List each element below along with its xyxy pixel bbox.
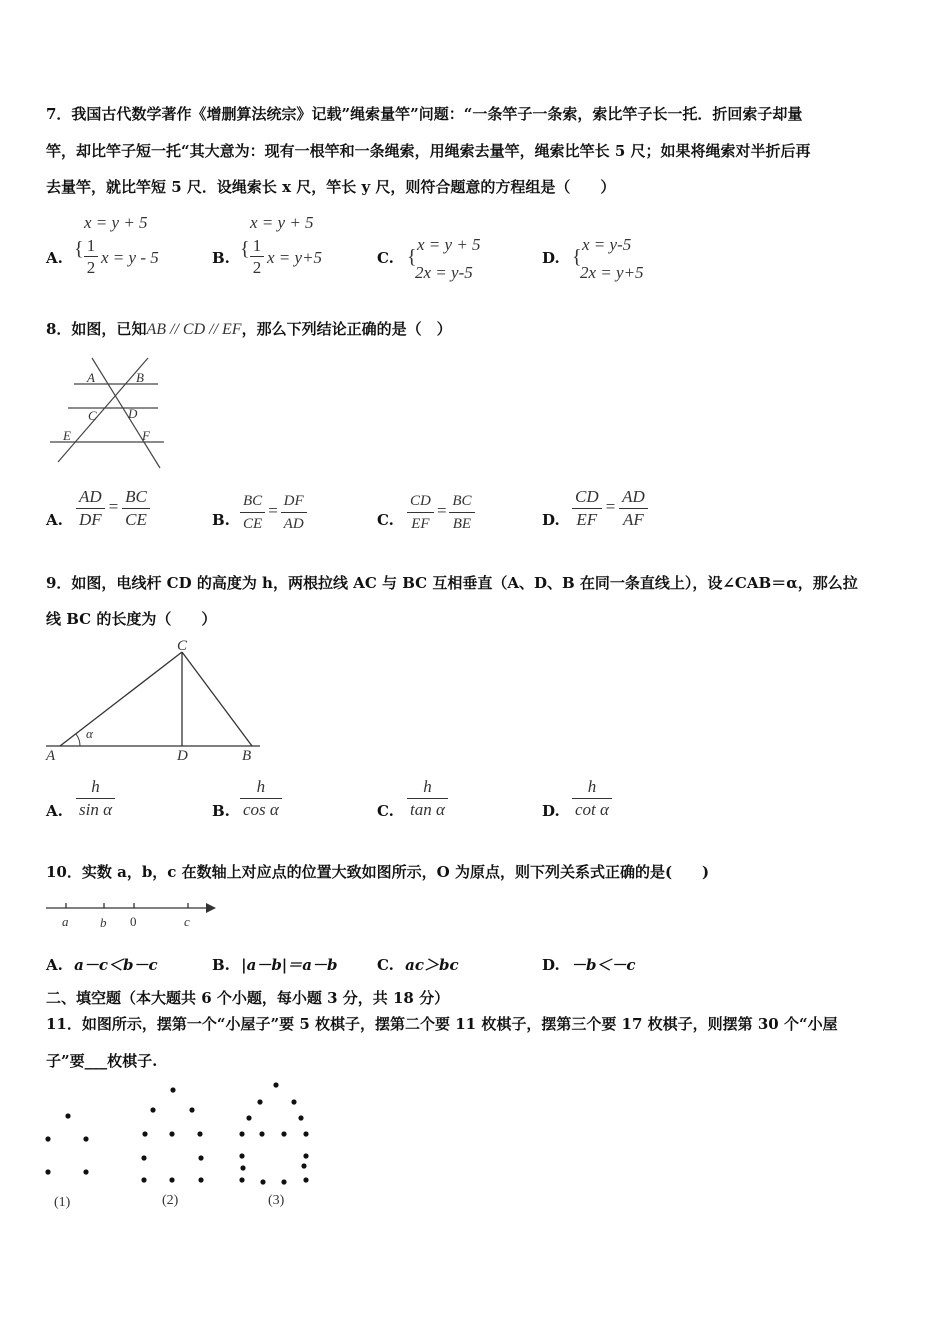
q10-option-c[interactable]	[377, 955, 459, 975]
q9-option-b[interactable]	[212, 776, 362, 826]
option-label: B.	[212, 249, 230, 267]
option-label: A.	[46, 511, 63, 529]
wire-bc	[182, 652, 252, 746]
q10-option-b[interactable]	[212, 955, 337, 975]
option-label: D.	[542, 802, 560, 820]
numerator-2: DF	[281, 490, 307, 513]
fraction-numerator: 1	[250, 236, 264, 257]
equation-2: x = y - 5	[101, 248, 159, 267]
wire-ac	[60, 652, 182, 746]
denominator-2: AD	[283, 516, 304, 532]
equation-1: x = y + 5	[417, 235, 481, 254]
label-a: a	[62, 914, 69, 929]
label-f: F	[142, 428, 150, 443]
option-label: D.	[542, 511, 560, 529]
q8-option-a[interactable]	[46, 486, 196, 536]
figure-label-1: (1)	[54, 1195, 71, 1210]
option-text: a－c＜b－c	[74, 956, 158, 974]
denominator-2: BE	[452, 516, 472, 532]
system-brace: {	[74, 238, 84, 260]
numerator-1: CD	[407, 490, 434, 513]
q8-option-c[interactable]	[377, 490, 527, 540]
numerator-1: AD	[76, 486, 105, 509]
denominator-1: EF	[411, 516, 430, 532]
option-label: C.	[377, 511, 394, 529]
axis-arrow-icon	[206, 903, 216, 913]
equation-2: x = y+5	[267, 248, 323, 267]
denominator-1: EF	[576, 510, 598, 529]
denominator-1: DF	[79, 510, 102, 529]
angle-arc	[76, 734, 80, 746]
q9-option-c[interactable]	[377, 776, 527, 826]
label-d: D	[177, 748, 188, 764]
equation-1: x = y + 5	[84, 213, 148, 232]
option-label: A.	[46, 956, 63, 974]
label-b: b	[100, 915, 107, 930]
q11-line-2: 子”要___枚棋子.	[46, 1052, 158, 1070]
option-label: C.	[377, 249, 394, 267]
denominator: sin α	[79, 800, 113, 819]
label-a: A	[46, 748, 56, 764]
equals-sign: =	[107, 497, 120, 517]
q7-option-b[interactable]	[212, 212, 362, 292]
equals-sign: =	[604, 497, 617, 517]
denominator: cos α	[243, 800, 279, 819]
q7-option-d[interactable]	[542, 232, 692, 292]
q9-pole-figure	[44, 636, 264, 768]
q8-parallel-expression: AB // CD // EF	[146, 321, 242, 338]
figure-label-2: (2)	[162, 1193, 179, 1208]
house-3	[239, 1082, 308, 1184]
denominator-2: AF	[623, 510, 644, 529]
q9-line-1: 9．如图，电线杆 CD 的高度为 h，两根拉线 AC 与 BC 互相垂直（A、D、B 在同一条直线上），设∠CAB＝α，那么拉	[46, 574, 858, 592]
equation-1: x = y + 5	[250, 213, 314, 232]
equation-2: 2x = y+5	[580, 263, 644, 282]
option-label: D.	[542, 249, 560, 267]
q11-chess-houses-figure	[40, 1078, 330, 1214]
label-e: E	[63, 428, 71, 443]
q10-number-line	[44, 896, 220, 934]
q8-option-b[interactable]	[212, 490, 362, 540]
q8-text-before: 8．如图，已知	[46, 320, 147, 338]
numerator: h	[407, 776, 448, 799]
denominator: cot α	[575, 800, 609, 819]
q9-line-2: 线 BC 的长度为（ ）	[46, 610, 217, 628]
system-brace: {	[240, 238, 250, 260]
q9-option-d[interactable]	[542, 776, 692, 826]
numerator-1: CD	[572, 486, 602, 509]
section-title: 二、填空题（本大题共 6 个小题，每小题 3 分，共 18 分）	[46, 989, 450, 1007]
label-c: c	[184, 914, 190, 929]
q10-option-d[interactable]	[542, 955, 636, 975]
label-c: C	[88, 408, 97, 423]
house-1	[45, 1113, 88, 1174]
q8-stem	[46, 319, 452, 340]
equals-sign: =	[267, 500, 279, 520]
q8-option-d[interactable]	[542, 486, 692, 536]
fraction-denominator: 2	[252, 258, 262, 277]
label-zero: 0	[130, 914, 137, 929]
equation-1: x = y-5	[582, 235, 632, 254]
label-c: C	[177, 638, 188, 654]
label-b: B	[242, 748, 252, 764]
numerator-2: AD	[619, 486, 648, 509]
option-label: B.	[212, 802, 230, 820]
q7-line-2: 竿，却比竿子短一托“其大意为：现有一根竿和一条绳索，用绳索去量竿，绳索比竿长 5 尺；如果将绳索对半折后再	[46, 142, 811, 160]
option-label: D.	[542, 956, 560, 974]
denominator-2: CE	[125, 510, 147, 529]
fraction-denominator: 2	[86, 258, 96, 277]
option-label: A.	[46, 802, 63, 820]
label-b: B	[136, 370, 144, 385]
denominator: tan α	[410, 800, 445, 819]
numerator: h	[240, 776, 282, 799]
label-d: D	[128, 406, 138, 421]
label-a: A	[87, 370, 95, 385]
q10-stem: 10．实数 a，b，c 在数轴上对应点的位置大致如图所示，O 为原点，则下列关系式正确的是( )	[46, 863, 710, 881]
label-alpha: α	[86, 726, 93, 741]
option-text: |a－b|＝a－b	[241, 956, 338, 974]
numerator-2: BC	[122, 486, 150, 509]
system-brace: {	[572, 246, 582, 268]
numerator: h	[572, 776, 612, 799]
q10-option-a[interactable]	[46, 955, 158, 975]
numerator-2: BC	[449, 490, 474, 513]
denominator-1: CE	[243, 516, 263, 532]
option-text: ac＞bc	[405, 956, 459, 974]
q11-line-1: 11．如图所示，摆第一个“小屋子”要 5 枚棋子，摆第二个要 11 枚棋子，摆第三个要 17 枚棋子，则摆第 30 个“小屋	[46, 1015, 838, 1033]
q8-text-after: ，那么下列结论正确的是（ ）	[241, 320, 452, 338]
numerator-1: BC	[240, 490, 265, 513]
q8-parallel-lines-figure	[46, 352, 168, 470]
house-2	[141, 1087, 203, 1182]
option-label: B.	[212, 511, 230, 529]
option-label: B.	[212, 956, 230, 974]
figure-label-3: (3)	[268, 1193, 285, 1208]
option-label: A.	[46, 249, 63, 267]
equation-2: 2x = y-5	[415, 263, 473, 282]
option-label: C.	[377, 956, 394, 974]
q7-line-1: 7．我国古代数学著作《增删算法统宗》记载”绳索量竿”问题：“一条竿子一条索，索比竿子长一托．折回索子却量	[46, 105, 803, 123]
option-text: －b＜－c	[570, 956, 636, 974]
fraction-numerator: 1	[84, 236, 98, 257]
q7-option-c[interactable]	[377, 232, 527, 292]
numerator: h	[76, 776, 115, 799]
q7-line-3: 去量竿，就比竿短 5 尺．设绳索长 x 尺，竿长 y 尺，则符合题意的方程组是（ ）	[46, 178, 616, 196]
option-label: C.	[377, 802, 394, 820]
q7-option-a[interactable]	[46, 212, 196, 292]
equals-sign: =	[435, 500, 448, 520]
transversal-2	[92, 358, 160, 468]
q9-option-a[interactable]	[46, 776, 196, 826]
system-brace: {	[407, 246, 417, 268]
